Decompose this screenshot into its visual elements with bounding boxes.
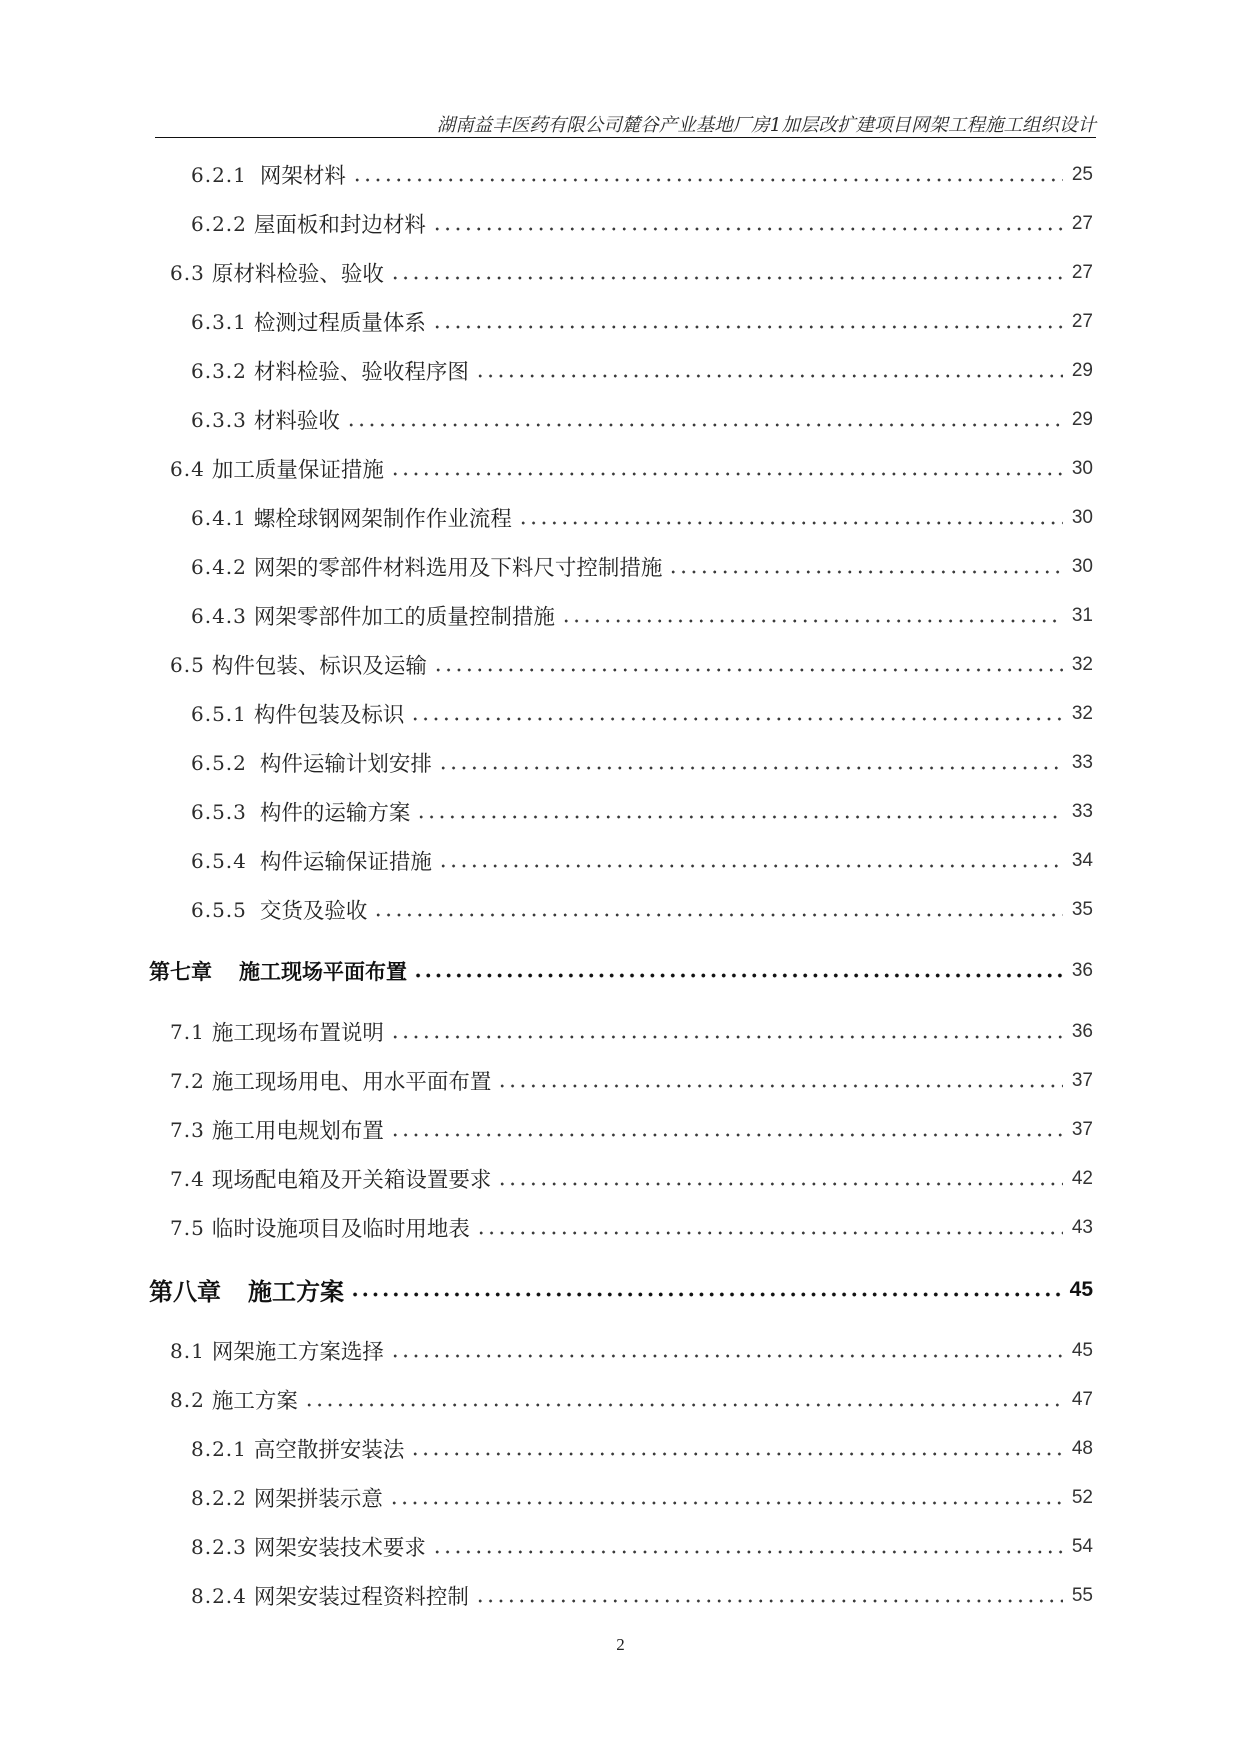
toc-entry-title: 加工质量保证措施 — [211, 458, 384, 483]
dot-leader — [432, 1540, 1063, 1554]
toc-entry — [191, 542, 1093, 591]
toc-entry-number: 6.3.3 — [191, 407, 247, 432]
dot-leader — [350, 1283, 1061, 1297]
toc-entry-title: 网架安装过程资料控制 — [253, 1585, 469, 1610]
dot-leader — [304, 1393, 1063, 1407]
toc-entry — [170, 1105, 1093, 1154]
toc-entry-title: 检测过程质量体系 — [253, 311, 426, 336]
toc-entry-number: 6.4.2 — [191, 554, 247, 579]
toc-entry — [191, 787, 1093, 836]
toc-entry — [191, 395, 1093, 444]
dot-leader — [390, 462, 1063, 476]
toc-entry-title: 材料检验、验收程序图 — [253, 360, 469, 385]
dot-leader — [373, 903, 1062, 917]
toc-entry-number: 6.5 — [170, 652, 205, 677]
toc-entry-title: 施工现场用电、用水平面布置 — [211, 1070, 492, 1095]
header-rule — [155, 137, 1096, 138]
toc-entry-page: 30 — [1071, 506, 1093, 528]
toc-entry-page: 47 — [1071, 1388, 1093, 1410]
toc-entry-number: 6.3.1 — [191, 309, 247, 334]
dot-leader — [410, 707, 1062, 721]
toc-entry — [191, 738, 1093, 787]
toc-entry-number: 8.2.3 — [191, 1534, 247, 1559]
dot-leader — [432, 217, 1063, 231]
toc-entry — [170, 1326, 1093, 1375]
toc-entry-number: 8.2.4 — [191, 1583, 247, 1608]
dot-leader — [438, 854, 1063, 868]
dot-leader — [346, 413, 1063, 427]
toc-entry-title: 螺栓球钢网架制作作业流程 — [253, 507, 512, 532]
toc-entry-title: 构件包装、标识及运输 — [211, 654, 427, 679]
toc-entry-title: 材料验收 — [253, 409, 340, 434]
toc-entry — [191, 689, 1093, 738]
dot-leader — [432, 315, 1063, 329]
toc-entry-page: 29 — [1071, 408, 1093, 430]
dot-leader — [390, 1123, 1063, 1137]
toc-entry-number: 8.1 — [170, 1338, 205, 1363]
toc-entry — [191, 591, 1093, 640]
dot-leader — [438, 756, 1063, 770]
toc-entry — [170, 1375, 1093, 1424]
toc-entry — [191, 836, 1093, 885]
toc-entry-title: 原材料检验、验收 — [211, 262, 384, 287]
toc-entry-page: 27 — [1071, 261, 1093, 283]
toc-entry-number: 6.5.3 — [191, 799, 247, 824]
toc-entry-page: 54 — [1071, 1535, 1093, 1557]
toc-entry-title: 高空散拼安装法 — [253, 1438, 405, 1463]
toc-chapter-number: 第七章 — [149, 958, 212, 984]
toc-entry-page: 33 — [1071, 751, 1093, 773]
dot-leader — [416, 805, 1062, 819]
dot-leader — [561, 609, 1063, 623]
toc-entry-title: 网架材料 — [259, 164, 346, 189]
toc-entry-page: 27 — [1071, 310, 1093, 332]
toc-entry-number: 6.3.2 — [191, 358, 247, 383]
toc-chapter-title: 施工现场平面布置 — [239, 958, 407, 984]
toc-entry — [191, 493, 1093, 542]
dot-leader — [410, 1442, 1062, 1456]
dot-leader — [497, 1074, 1063, 1088]
toc-entry-page: 30 — [1071, 555, 1093, 577]
toc-entry-page: 52 — [1071, 1486, 1093, 1508]
toc-entry-number: 7.4 — [170, 1166, 205, 1191]
toc-entry-page: 32 — [1071, 653, 1093, 675]
dot-leader — [390, 1025, 1063, 1039]
toc-entry-title: 网架零部件加工的质量控制措施 — [253, 605, 555, 630]
toc-chapter-entry — [149, 1265, 1093, 1314]
dot-leader — [476, 1221, 1063, 1235]
toc-chapter-entry — [149, 946, 1093, 995]
toc-entry-title: 构件运输保证措施 — [259, 850, 432, 875]
dot-leader — [390, 266, 1063, 280]
toc-entry-number: 8.2 — [170, 1387, 205, 1412]
toc-entry-number: 7.1 — [170, 1019, 205, 1044]
toc-entry — [191, 1473, 1093, 1522]
toc-entry — [170, 1203, 1093, 1252]
toc-entry — [191, 1571, 1093, 1620]
dot-leader — [352, 168, 1063, 182]
toc-entry-number: 6.5.1 — [191, 701, 247, 726]
dot-leader — [389, 1491, 1063, 1505]
toc-entry-title: 施工现场布置说明 — [211, 1021, 384, 1046]
toc-entry-page: 34 — [1071, 849, 1093, 871]
toc-entry-page: 36 — [1071, 1020, 1093, 1042]
toc-entry-title: 交货及验收 — [259, 899, 368, 924]
toc-entry-title: 网架安装技术要求 — [253, 1536, 426, 1561]
toc-entry-title: 构件运输计划安排 — [259, 752, 432, 777]
toc-entry-number: 7.3 — [170, 1117, 205, 1142]
toc-chapter-page: 36 — [1071, 959, 1093, 981]
toc-entry-page: 35 — [1071, 898, 1093, 920]
toc-entry — [191, 1424, 1093, 1473]
toc-entry — [170, 248, 1093, 297]
toc-entry-number: 6.5.4 — [191, 848, 247, 873]
toc-entry-number: 6.2.1 — [191, 162, 247, 187]
toc-entry — [191, 150, 1093, 199]
toc-entry-title: 临时设施项目及临时用地表 — [211, 1217, 470, 1242]
toc-entry-page: 32 — [1071, 702, 1093, 724]
toc-entry-title: 施工方案 — [211, 1389, 298, 1414]
toc-entry-title: 屋面板和封边材料 — [253, 213, 426, 238]
toc-entry-page: 55 — [1071, 1584, 1093, 1606]
toc-chapter-page: 45 — [1069, 1277, 1093, 1301]
toc-entry-title: 网架的零部件材料选用及下料尺寸控制措施 — [253, 556, 663, 581]
toc-entry — [170, 640, 1093, 689]
toc-chapter-number: 第八章 — [149, 1277, 221, 1306]
toc-entry — [170, 1154, 1093, 1203]
toc-entry-page: 43 — [1071, 1216, 1093, 1238]
toc-entry-number: 6.4 — [170, 456, 205, 481]
toc-entry-page: 42 — [1071, 1167, 1093, 1189]
toc-entry-page: 29 — [1071, 359, 1093, 381]
toc-entry-title: 构件包装及标识 — [253, 703, 405, 728]
toc-entry — [191, 346, 1093, 395]
toc-entry-title: 网架施工方案选择 — [211, 1340, 384, 1365]
toc-entry-title: 施工用电规划布置 — [211, 1119, 384, 1144]
toc-entry-page: 30 — [1071, 457, 1093, 479]
toc-entry — [191, 885, 1093, 934]
toc-entry-title: 构件的运输方案 — [259, 801, 411, 826]
dot-leader — [518, 511, 1063, 525]
running-header: 湖南益丰医药有限公司麓谷产业基地厂房1加层改扩建项目网架工程施工组织设计 — [436, 115, 1096, 136]
page-number: 2 — [616, 1635, 625, 1654]
toc-entry — [170, 444, 1093, 493]
toc-entry-number: 6.2.2 — [191, 211, 247, 236]
toc-entry — [191, 297, 1093, 346]
dot-leader — [497, 1172, 1063, 1186]
toc-chapter-title: 施工方案 — [248, 1277, 344, 1306]
toc-entry-page: 25 — [1071, 163, 1093, 185]
dot-leader — [390, 1344, 1063, 1358]
toc-entry-number: 8.2.1 — [191, 1436, 247, 1461]
toc-entry — [191, 199, 1093, 248]
toc-entry-number: 7.5 — [170, 1215, 205, 1240]
toc-entry-title: 现场配电箱及开关箱设置要求 — [211, 1168, 492, 1193]
toc-entry-page: 31 — [1071, 604, 1093, 626]
toc-entry-number: 6.4.1 — [191, 505, 247, 530]
dot-leader — [475, 364, 1063, 378]
toc-entry-page: 37 — [1071, 1118, 1093, 1140]
toc-entry-number: 7.2 — [170, 1068, 205, 1093]
toc-entry-page: 37 — [1071, 1069, 1093, 1091]
toc-entry — [170, 1056, 1093, 1105]
dot-leader — [668, 560, 1062, 574]
toc-entry-title: 网架拼装示意 — [253, 1487, 383, 1512]
toc-entry-number: 6.4.3 — [191, 603, 247, 628]
toc-entry-page: 48 — [1071, 1437, 1093, 1459]
dot-leader — [413, 964, 1063, 978]
table-of-contents — [0, 150, 1241, 1620]
toc-entry-page: 33 — [1071, 800, 1093, 822]
toc-entry-page: 27 — [1071, 212, 1093, 234]
toc-entry — [170, 1007, 1093, 1056]
dot-leader — [433, 658, 1063, 672]
toc-entry-page: 45 — [1071, 1339, 1093, 1361]
toc-entry-number: 6.3 — [170, 260, 205, 285]
toc-entry — [191, 1522, 1093, 1571]
dot-leader — [475, 1589, 1063, 1603]
toc-entry-number: 8.2.2 — [191, 1485, 247, 1510]
toc-entry-number: 6.5.2 — [191, 750, 247, 775]
toc-entry-number: 6.5.5 — [191, 897, 247, 922]
